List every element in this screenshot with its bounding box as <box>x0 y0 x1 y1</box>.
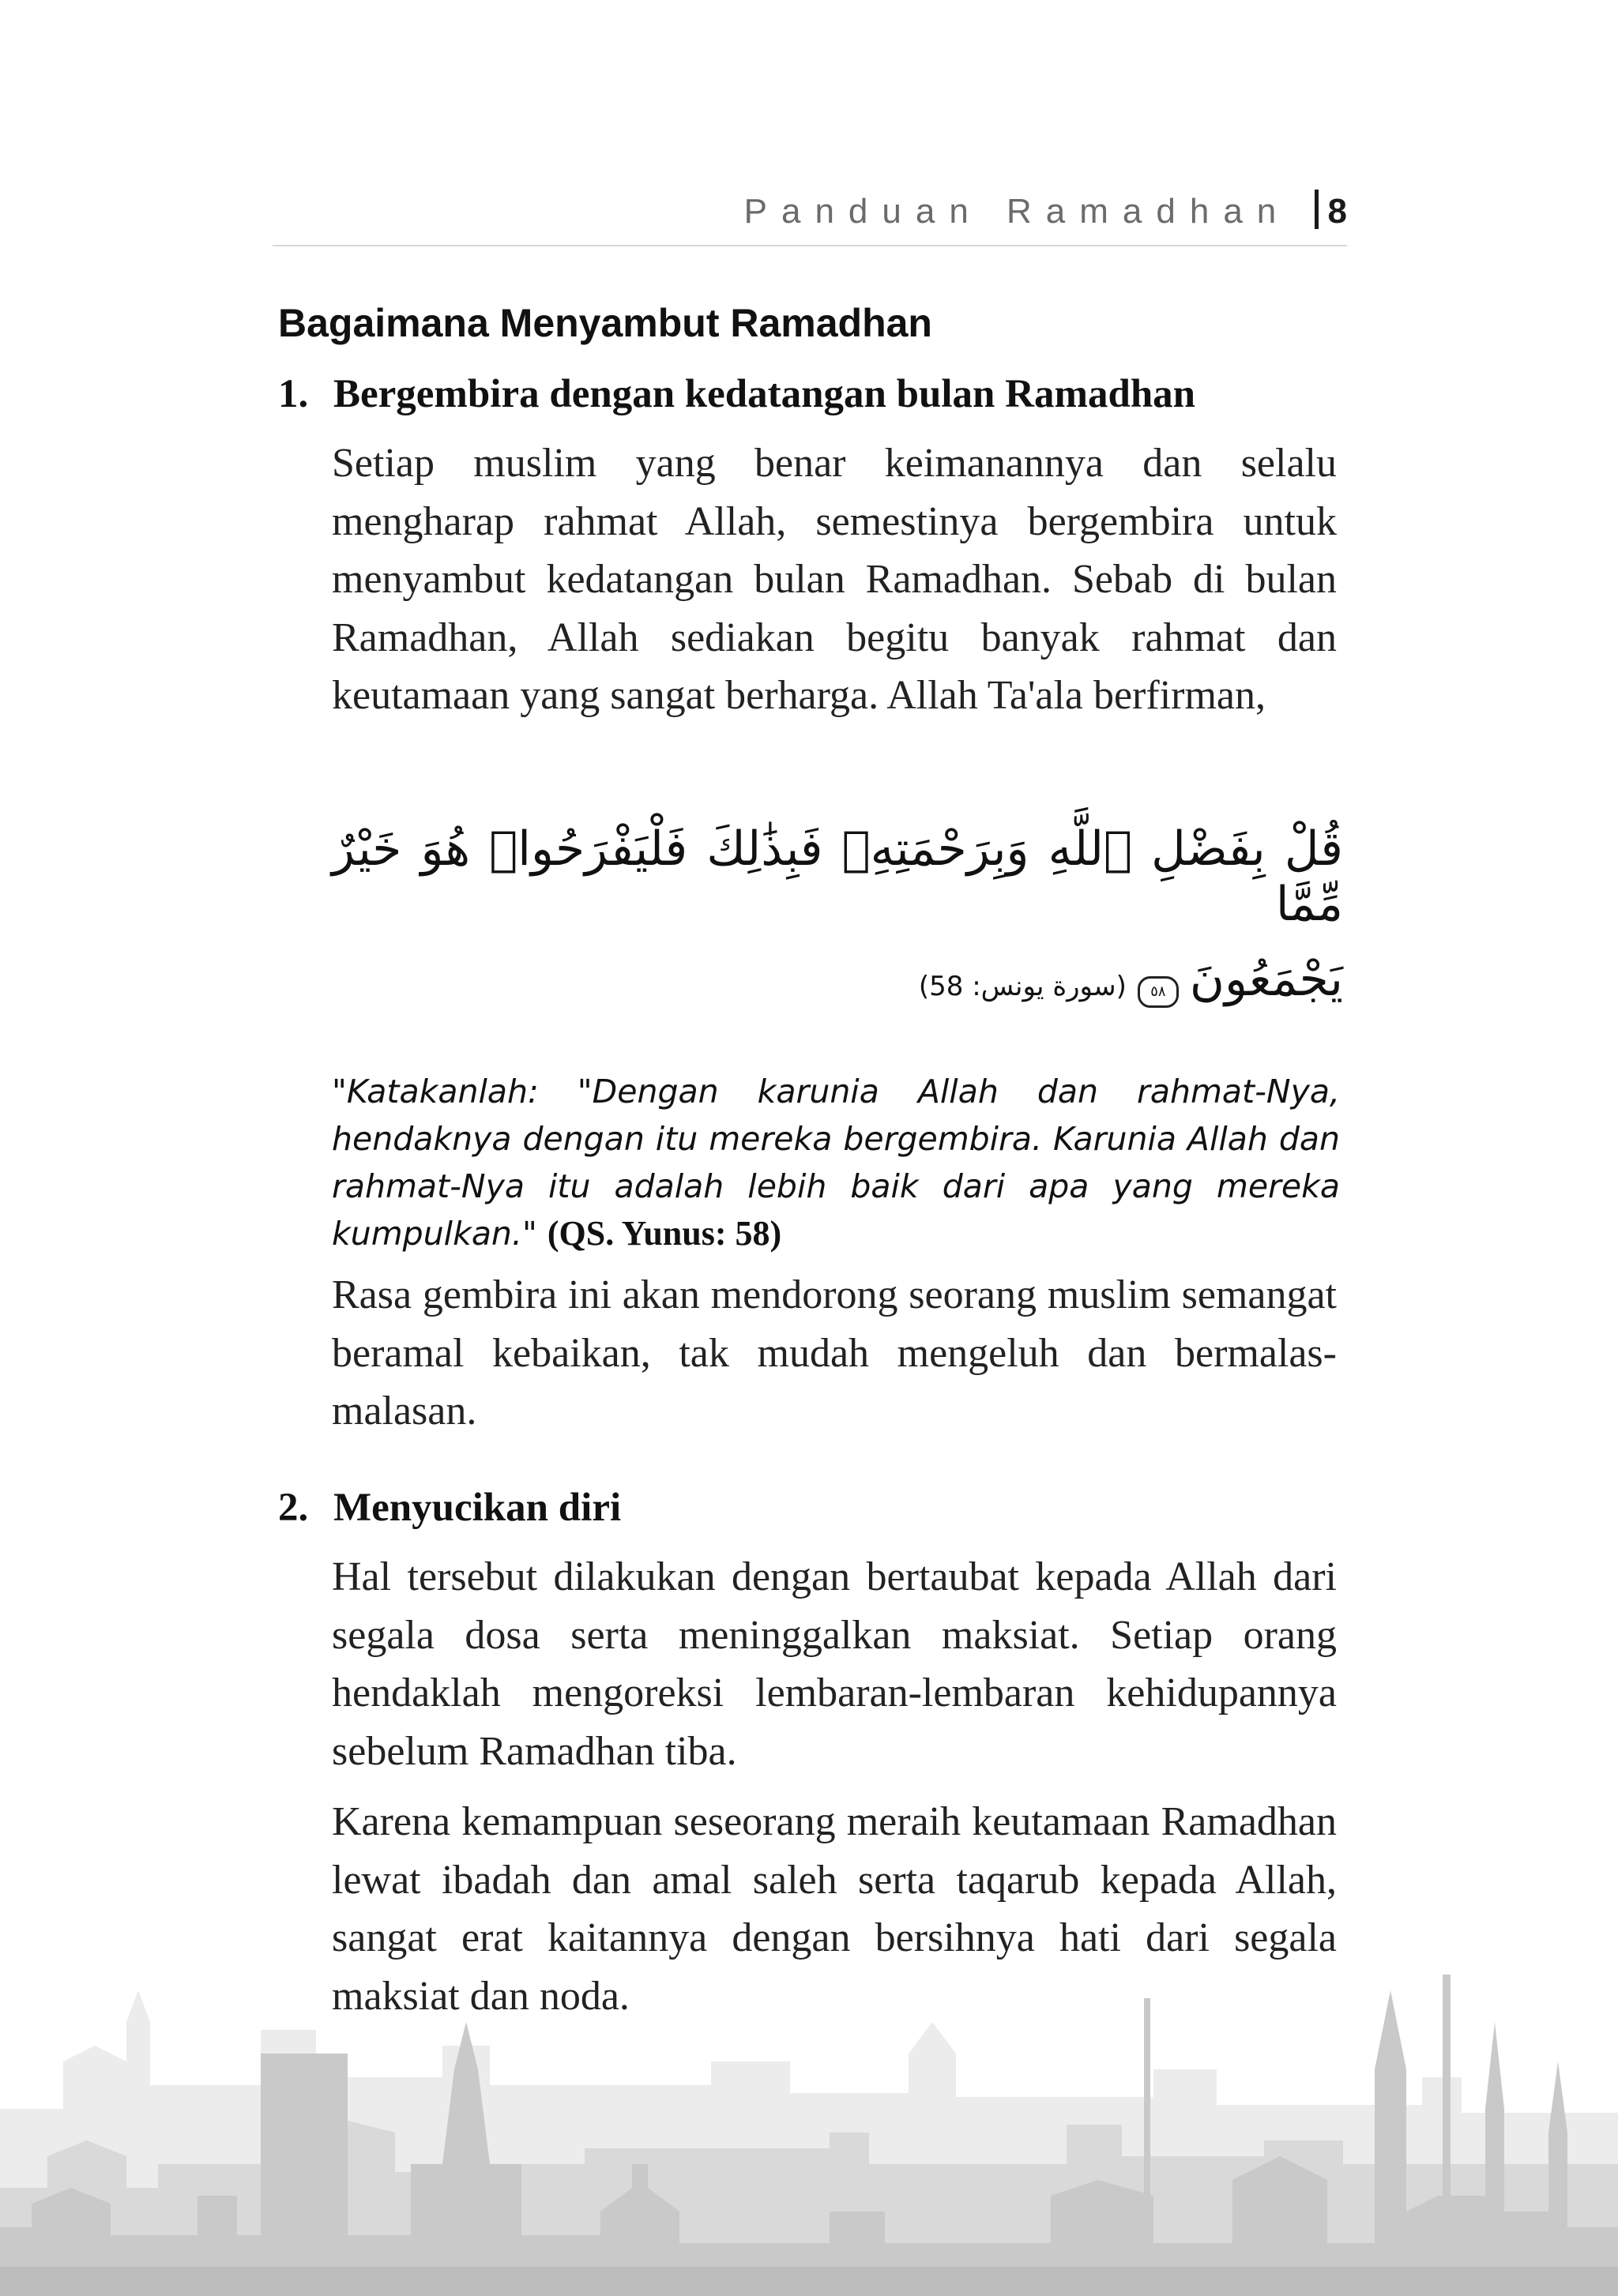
section-title: Bagaimana Menyambut Ramadhan <box>278 301 932 345</box>
ayah-number-mark: ٥٨ <box>1138 976 1179 1008</box>
header-rule <box>273 245 1347 246</box>
translation-citation: (QS. Yunus: 58) <box>547 1214 782 1253</box>
quran-verse-line-2 <box>869 952 1343 1008</box>
page-number: 8 <box>1327 192 1347 231</box>
surah-reference: (سورة يونس: 58) <box>918 971 1127 1002</box>
running-header-title: Panduan Ramadhan <box>743 192 1291 231</box>
item-2-paragraph-1: Hal tersebut dilakukan dengan bertaubat kepada Allah dari segala dosa serta meninggalkan maksiat. Setiap orang hendaklah mengoreksi lembaran-lembaran kehidupannya sebelum Ramadhan tiba. <box>332 1554 1337 1774</box>
item-1-paragraph-2: Rasa gembira ini akan mendorong seorang muslim semangat beramal kebaikan, tak mudah mengeluh dan bermalas-malasan. <box>332 1272 1337 1434</box>
translation-text: "Katakanlah: "Dengan karunia Allah dan rahmat-Nya, hendaknya dengan itu mereka bergembira. Karunia Allah dan rahmat-Nya itu adalah lebih baik dari apa yang mereka kumpulkan." <box>332 1073 1340 1253</box>
verse-translation <box>332 1068 1340 1257</box>
header-separator <box>1315 190 1319 229</box>
quran-verse-word: يَجْمَعُونَ <box>1189 952 1343 1007</box>
item-2-heading <box>278 1485 621 1531</box>
item-1-heading-text: Bergembira dengan kedatangan bulan Ramadhan <box>333 372 1196 416</box>
item-2-paragraph-2: Karena kemampuan seseorang meraih keutamaan Ramadhan lewat ibadah dan amal saleh serta taqarub kepada Allah, sangat erat kaitannya dengan bersihnya hati dari segala maksiat dan noda. <box>332 1799 1337 2019</box>
city-skyline-illustration <box>0 1927 1618 2296</box>
item-2-heading-text: Menyucikan diri <box>333 1486 622 1530</box>
quran-verse-line-1: قُلْ بِفَضْلِ ٱللَّهِ وَبِرَحْمَتِهِۦ فَبِذَٰلِكَ فَلْيَفْرَحُوا۟ هُوَ خَيْرٌ مِّمَّا <box>332 821 1343 932</box>
item-1-paragraph-1: Setiap muslim yang benar keimanannya dan selalu mengharap rahmat Allah, semestinya bergembira untuk menyambut kedatangan bulan Ramadhan. Sebab di bulan Ramadhan, Allah sediakan begitu banyak rahmat dan keutamaan yang sangat berharga. Allah Ta'ala berfirman, <box>332 441 1337 718</box>
item-1-number: 1. <box>278 372 309 416</box>
item-2-number: 2. <box>278 1486 309 1530</box>
running-header <box>273 190 1347 245</box>
item-1-heading <box>278 371 1195 417</box>
